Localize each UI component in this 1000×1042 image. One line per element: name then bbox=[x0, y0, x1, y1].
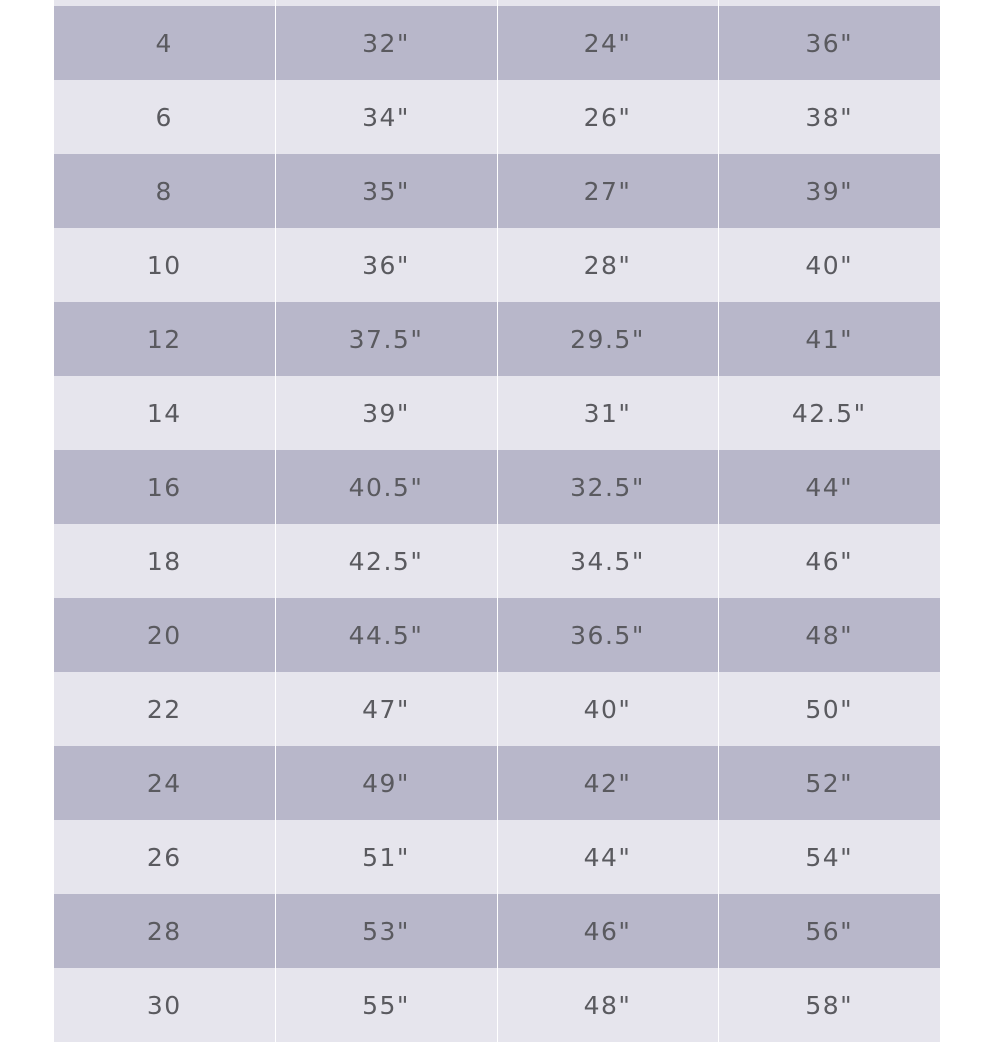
hip-cell: 54" bbox=[718, 820, 940, 894]
bust-cell: 39" bbox=[275, 376, 497, 450]
hip-cell: 52" bbox=[718, 746, 940, 820]
waist-cell: 29.5" bbox=[497, 302, 718, 376]
hip-cell: 42.5" bbox=[718, 376, 940, 450]
table-row bbox=[54, 524, 940, 598]
bust-cell: 32" bbox=[275, 6, 497, 80]
waist-cell: 36.5" bbox=[497, 598, 718, 672]
size-cell: 28 bbox=[54, 894, 275, 968]
table-row bbox=[54, 302, 940, 376]
hip-cell: 41" bbox=[718, 302, 940, 376]
table-row bbox=[54, 228, 940, 302]
waist-cell: 44" bbox=[497, 820, 718, 894]
size-cell: 24 bbox=[54, 746, 275, 820]
waist-cell: 32.5" bbox=[497, 450, 718, 524]
table-row bbox=[54, 746, 940, 820]
hip-cell: 39" bbox=[718, 154, 940, 228]
hip-cell: 38" bbox=[718, 80, 940, 154]
bust-cell: 44.5" bbox=[275, 598, 497, 672]
size-cell: 30 bbox=[54, 968, 275, 1042]
size-chart-table bbox=[54, 0, 940, 1042]
bust-cell: 36" bbox=[275, 228, 497, 302]
table-row bbox=[54, 80, 940, 154]
size-cell: 20 bbox=[54, 598, 275, 672]
hip-cell: 40" bbox=[718, 228, 940, 302]
waist-cell: 42" bbox=[497, 746, 718, 820]
hip-cell: 50" bbox=[718, 672, 940, 746]
waist-cell: 40" bbox=[497, 672, 718, 746]
hip-cell: 36" bbox=[718, 6, 940, 80]
size-cell: 26 bbox=[54, 820, 275, 894]
waist-cell: 24" bbox=[497, 6, 718, 80]
hip-cell: 44" bbox=[718, 450, 940, 524]
size-cell: 16 bbox=[54, 450, 275, 524]
size-cell: 14 bbox=[54, 376, 275, 450]
size-cell: 10 bbox=[54, 228, 275, 302]
size-cell: 22 bbox=[54, 672, 275, 746]
size-cell: 6 bbox=[54, 80, 275, 154]
hip-cell: 56" bbox=[718, 894, 940, 968]
hip-cell: 58" bbox=[718, 968, 940, 1042]
bust-cell: 51" bbox=[275, 820, 497, 894]
hip-cell: 46" bbox=[718, 524, 940, 598]
waist-cell: 34.5" bbox=[497, 524, 718, 598]
bust-cell: 34" bbox=[275, 80, 497, 154]
bust-cell: 37.5" bbox=[275, 302, 497, 376]
table-row bbox=[54, 6, 940, 80]
bust-cell: 49" bbox=[275, 746, 497, 820]
bust-cell: 42.5" bbox=[275, 524, 497, 598]
bust-cell: 47" bbox=[275, 672, 497, 746]
waist-cell: 28" bbox=[497, 228, 718, 302]
bust-cell: 35" bbox=[275, 154, 497, 228]
size-cell: 12 bbox=[54, 302, 275, 376]
hip-cell: 48" bbox=[718, 598, 940, 672]
table-row bbox=[54, 376, 940, 450]
bust-cell: 40.5" bbox=[275, 450, 497, 524]
table-row bbox=[54, 820, 940, 894]
table-row bbox=[54, 154, 940, 228]
table-row bbox=[54, 894, 940, 968]
waist-cell: 27" bbox=[497, 154, 718, 228]
bust-cell: 53" bbox=[275, 894, 497, 968]
size-cell: 18 bbox=[54, 524, 275, 598]
size-cell: 4 bbox=[54, 6, 275, 80]
waist-cell: 26" bbox=[497, 80, 718, 154]
table-row bbox=[54, 450, 940, 524]
table-row bbox=[54, 968, 940, 1042]
table-row bbox=[54, 598, 940, 672]
waist-cell: 48" bbox=[497, 968, 718, 1042]
bust-cell: 55" bbox=[275, 968, 497, 1042]
waist-cell: 31" bbox=[497, 376, 718, 450]
size-cell: 8 bbox=[54, 154, 275, 228]
table-row bbox=[54, 672, 940, 746]
waist-cell: 46" bbox=[497, 894, 718, 968]
size-chart-body bbox=[54, 0, 940, 1042]
